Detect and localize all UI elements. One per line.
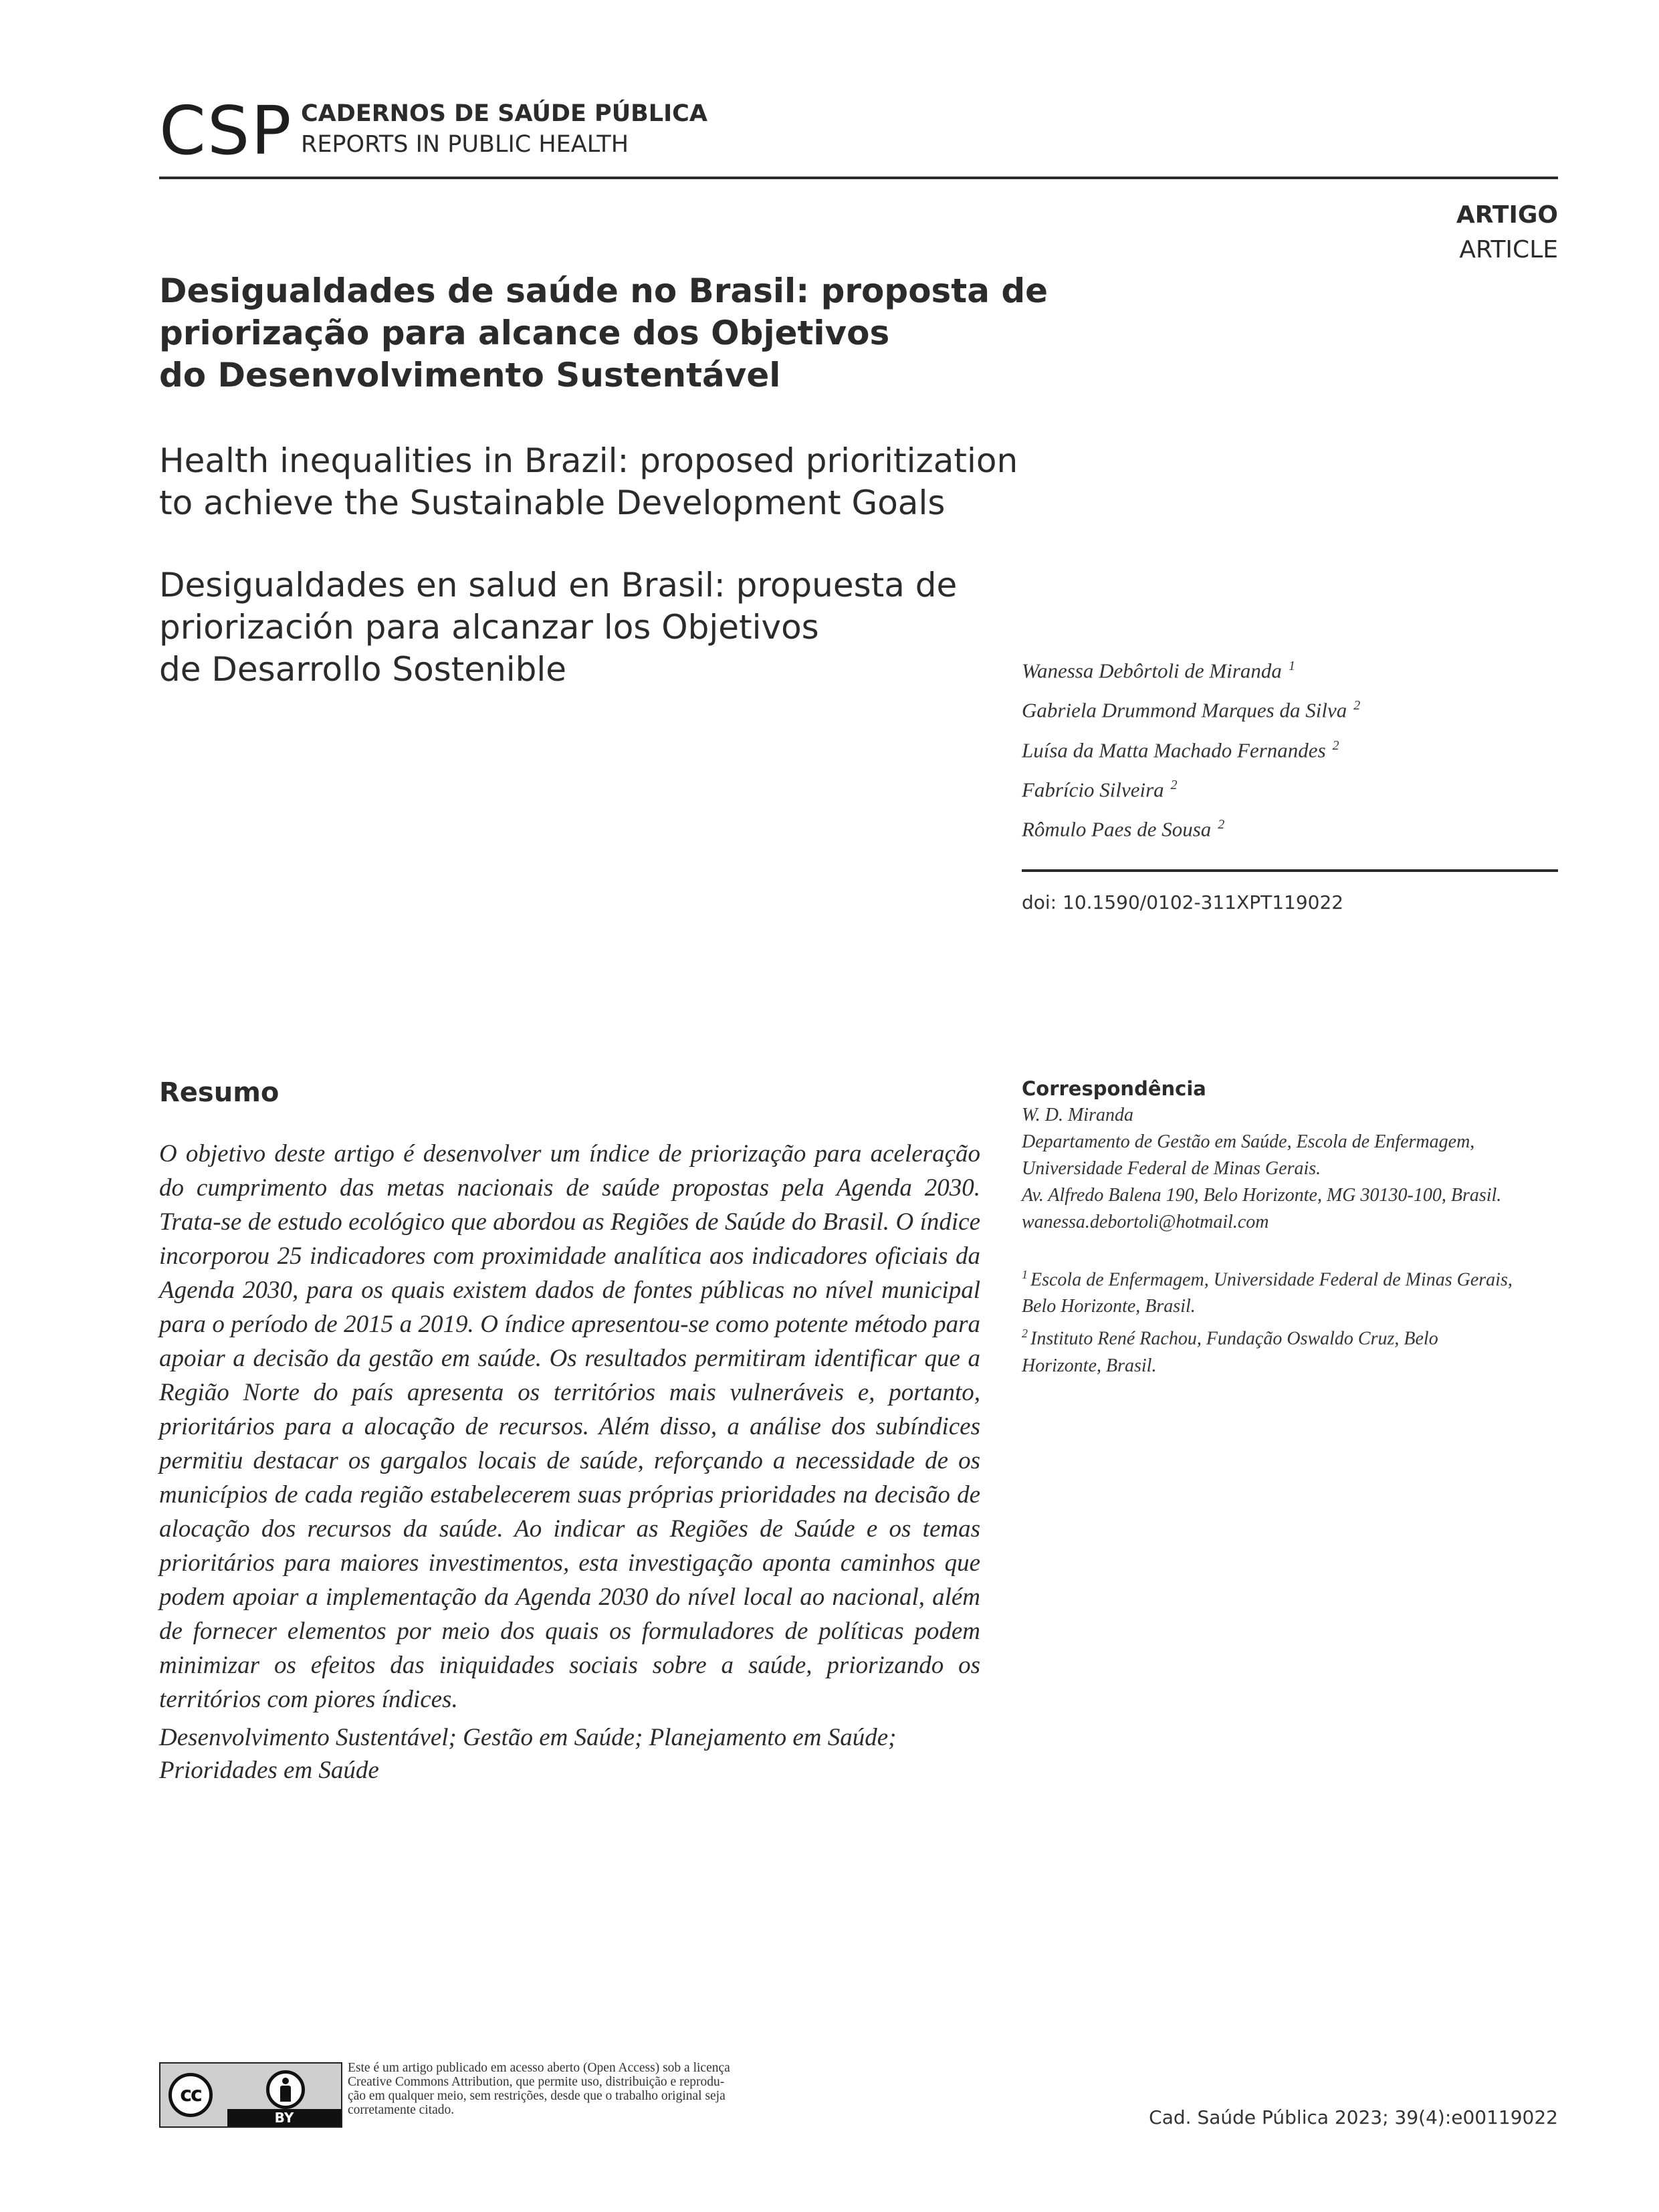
header-divider	[159, 177, 1558, 179]
abstract-heading: Resumo	[159, 1077, 280, 1108]
affiliations	[1022, 1261, 1570, 1379]
correspondence-email[interactable]: wanessa.debortoli@hotmail.com	[1022, 1212, 1269, 1232]
author: Rômulo Paes de Sousa $^2$	[1022, 817, 1225, 841]
cc-icon: cc	[169, 2073, 213, 2117]
abstract-body: O objetivo deste artigo é desenvolver um índice de priorização para aceleração do cumprimento das metas nacionais de saúde propostas pela Agenda 2030. Trata-se de estudo ecológico que abordou as Regiões de Saúde do Brasil. O índice incorporou 25 indicadores com proximidade analítica aos indicadores oficiais da Agenda 2030, para os quais existem dados de fontes públicas no nível municipal para o período de 2015 a 2019. O índice apresentou-se como potente método para apoiar a decisão da gestão em saúde. Os resultados permitiram identificar que a Região Norte do país apresenta os territórios mais vulneráveis e, portanto, prioritários para a alocação de recursos. Além disso, a análise dos subíndices permitiu destacar os gargalos locais de saúde, reforçando a necessidade de os municípios de cada região estabelecerem suas próprias prioridades na decisão de alocação dos recursos da saúde. Ao indicar as Regiões de Saúde e os temas prioritários para maiores investimentos, esta investigação aponta caminhos que podem apoiar a implementação da Agenda 2030 do nível local ao nacional, além de fornecer elementos por meio dos quais os formuladores de políticas podem minimizar os efeitos das iniquidades sociais sobre a saúde, priorizando os territórios com piores índices.	[159, 1140, 980, 1713]
affiliation-line: Horizonte, Brasil.	[1022, 1355, 1157, 1376]
correspondence-address	[1022, 1102, 1570, 1236]
citation: Cad. Saúde Pública 2023; 39(4):e00119022	[1149, 2106, 1558, 2128]
title-line: Health inequalities in Brazil: proposed prioritization	[159, 441, 1018, 480]
title-line: to achieve the Sustainable Development Goals	[159, 483, 946, 522]
title-line: priorización para alcanzar los Objetivos	[159, 608, 819, 647]
title-line: priorização para alcance dos Objetivos	[159, 314, 890, 352]
by-label: BY	[227, 2109, 341, 2126]
keywords-line: Prioridades em Saúde	[159, 1757, 379, 1784]
license-line: Este é um artigo publicado em acesso aberto (Open Access) sob a licença	[348, 2061, 730, 2075]
keywords-line: Desenvolvimento Sustentável; Gestão em Saúde; Planejamento em Saúde;	[159, 1724, 897, 1751]
affiliation-line: Belo Horizonte, Brasil.	[1022, 1296, 1196, 1317]
correspondence-line: Departamento de Gestão em Saúde, Escola de Enfermagem,	[1022, 1131, 1475, 1152]
license-line: ção em qualquer meio, sem restrições, desde que o trabalho original seja	[348, 2089, 726, 2103]
keywords	[159, 1721, 980, 1787]
title-english	[159, 440, 1022, 524]
title-line: de Desarrollo Sostenible	[159, 650, 567, 689]
doi-link[interactable]: doi: 10.1590/0102-311XPT119022	[1022, 891, 1344, 913]
affiliation-line: $^1$ Escola de Enfermagem, Universidade Federal de Minas Gerais,	[1022, 1268, 1513, 1291]
author-list	[1022, 649, 1360, 847]
attribution-person-icon	[266, 2070, 305, 2109]
authors-divider	[1022, 869, 1558, 872]
journal-logo: CSP	[159, 92, 293, 170]
title-portuguese	[159, 270, 1048, 397]
cc-panel	[160, 2064, 227, 2126]
correspondence-line: Av. Alfredo Balena 190, Belo Horizonte, MG 30130-100, Brasil.	[1022, 1185, 1502, 1206]
author: Fabrício Silveira $^2$	[1022, 777, 1178, 802]
correspondence-line: Universidade Federal de Minas Gerais.	[1022, 1158, 1321, 1179]
license-line: Creative Commons Attribution, que permite uso, distribuição e reprodu-	[348, 2075, 725, 2089]
journal-name-en: REPORTS IN PUBLIC HEALTH	[301, 131, 629, 158]
author: Wanessa Debôrtoli de Miranda $^1$	[1022, 659, 1295, 683]
title-line: Desigualdades en salud en Brasil: propuesta de	[159, 566, 958, 604]
article-type-en: ARTICLE	[1459, 236, 1558, 263]
title-line: do Desenvolvimento Sustentável	[159, 356, 781, 395]
license-text	[348, 2061, 829, 2117]
correspondence-heading: Correspondência	[1022, 1077, 1206, 1100]
correspondence-line: W. D. Miranda	[1022, 1105, 1133, 1125]
article-type-pt: ARTIGO	[1456, 201, 1558, 229]
author: Gabriela Drummond Marques da Silva $^2$	[1022, 698, 1361, 722]
cc-by-license-badge[interactable]	[159, 2062, 342, 2128]
affiliation-line: $^2$ Instituto René Rachou, Fundação Oswaldo Cruz, Belo	[1022, 1327, 1438, 1349]
journal-name-pt: CADERNOS DE SAÚDE PÚBLICA	[301, 100, 707, 127]
license-line: corretamente citado.	[348, 2103, 455, 2117]
author: Luísa da Matta Machado Fernandes $^2$	[1022, 738, 1339, 762]
title-line: Desigualdades de saúde no Brasil: proposta de	[159, 271, 1048, 310]
title-spanish	[159, 564, 1022, 691]
